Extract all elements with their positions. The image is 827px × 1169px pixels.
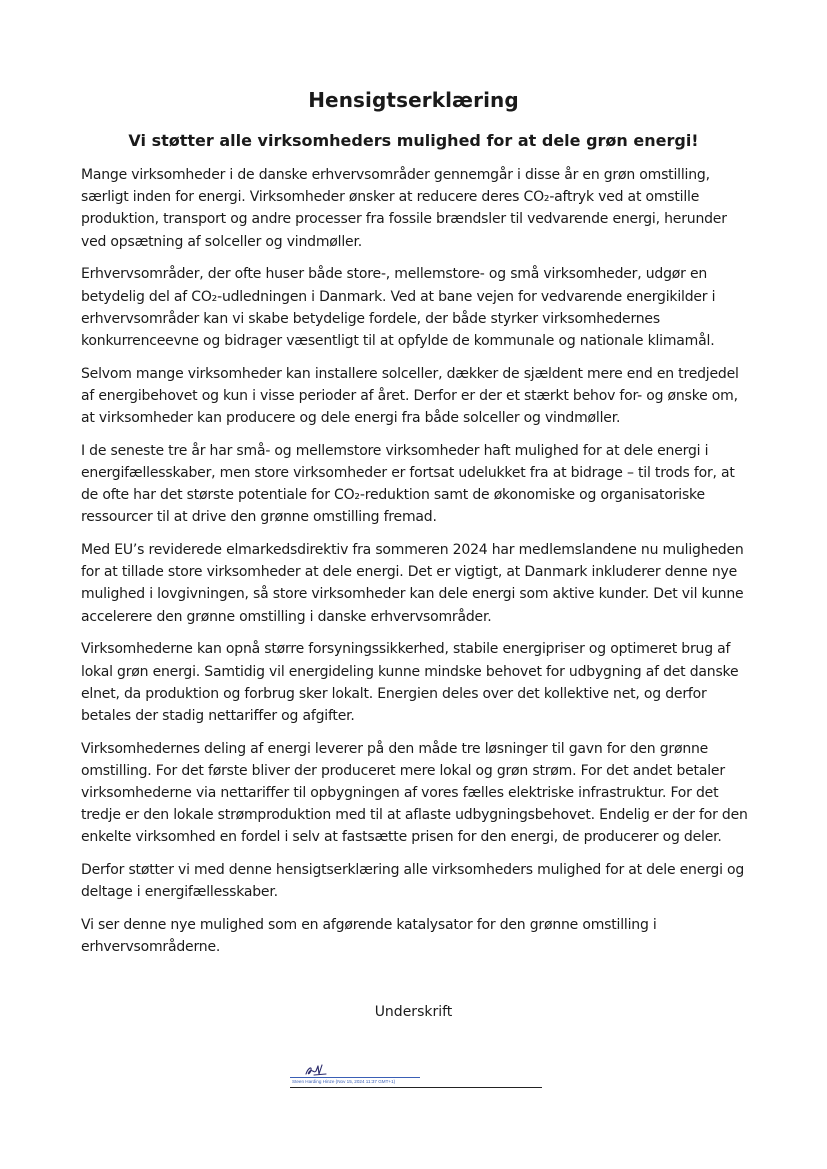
paragraph: Med EU’s reviderede elmarkedsdirektiv fra sommeren 2024 har medlemslandene nu muligheden for at tillade store virksomheder at dele energi. Det er vigtigt, at Danmark inkluderer denne nye mulighed i lovgivningen, så store virksomheder kan dele energi som aktive kunder. Det vil kunne accelerere den grønne omstilling i danske erhvervsområder. xyxy=(81,542,744,625)
document-body xyxy=(81,164,751,969)
paragraph: Selvom mange virksomheder kan installere solceller, dækker de sjældent mere end en tredjedel af energibehovet og kun i visse perioder af året. Derfor er der et stærkt behov for- og ønske om, at virksomheder kan producere og dele energi fra både solceller og vindmøller. xyxy=(81,365,739,427)
signature-block xyxy=(290,1062,542,1092)
paragraph: Virksomhedernes deling af energi leverer på den måde tre løsninger til gavn for den grønne omstilling. For det første bliver der produceret mere lokal og grøn strøm. For det andet betaler virksomhederne via nettariffer til opbygningen af vores fælles elektriske infrastruktur. For det tredje er den lokale strømproduktion med til at aflaste udbygningsbehovet. Endelig er der for den enkelte virksomhed en fordel i selv at fastsætte prisen for den energi, de producerer og deler. xyxy=(81,740,748,846)
paragraph: Vi ser denne nye mulighed som en afgørende katalysator for den grønne omstilling i erhvervsområderne. xyxy=(81,917,657,956)
paragraph: I de seneste tre år har små- og mellemstore virksomheder haft mulighed for at dele energi i energifællesskaber, men store virksomheder er fortsat udelukket fra at bidrage – til trods for, at de ofte har det største potentiale for CO₂-reduktion samt de økonomiske og organisatoriske ressourcer til at drive den grønne omstilling fremad. xyxy=(81,442,735,526)
signature-caption: Steen Harding Hinze (Nov 15, 2024 11:37 GMT+1) xyxy=(292,1079,396,1084)
handwritten-signature xyxy=(304,1062,328,1078)
signature-e-line xyxy=(290,1077,420,1078)
signature-line xyxy=(290,1087,542,1088)
signature-label: Underskrift xyxy=(374,1004,453,1020)
paragraph: Mange virksomheder i de danske erhvervsområder gennemgår i disse år en grøn omstilling, særligt inden for energi. Virksomheder ønsker at reducere deres CO₂-aftryk ved at omstille produktion, transport og andre processer fra fossile brændsler til vedvarende energi, herunder ved opsætning af solceller og vindmøller. xyxy=(81,167,727,250)
document-subtitle: Vi støtter alle virksomheders mulighed for at dele grøn energi! xyxy=(128,131,699,150)
paragraph: Virksomhederne kan opnå større forsyningssikkerhed, stabile energipriser og optimeret brug af lokal grøn energi. Samtidig vil energideling kunne mindske behovet for udbygning af det danske elnet, da produktion og forbrug sker lokalt. Energien deles over det kollektive net, og derfor betales der stadig nettariffer og afgifter. xyxy=(81,641,739,724)
document-title: Hensigtserklæring xyxy=(308,88,519,112)
paragraph: Derfor støtter vi med denne hensigtserklæring alle virksomheders mulighed for at dele energi og deltage i energifællesskaber. xyxy=(81,862,745,901)
paragraph: Erhvervsområder, der ofte huser både store-, mellemstore- og små virksomheder, udgør en betydelig del af CO₂-udledningen i Danmark. Ved at bane vejen for vedvarende energikilder i erhvervsområder kan vi skabe betydelige fordele, der både styrker virksomhedernes konkurrenceevne og bidrager væsentligt til at opfylde de kommunale og nationale klimamål. xyxy=(81,266,716,349)
